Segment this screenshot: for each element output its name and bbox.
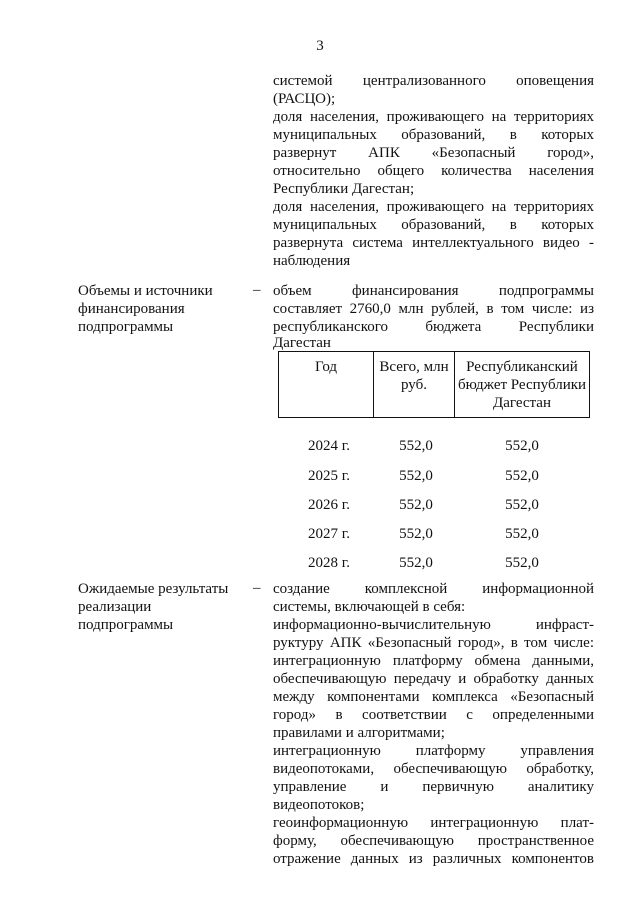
table-cell: 2024 г. (308, 437, 350, 454)
table-cell: 2028 г. (308, 555, 350, 571)
text-line: развернут АПК «Безопасный город», (273, 145, 594, 161)
table-cell: 552,0 (399, 526, 433, 542)
text-line: доля населения, проживающего на территориях (273, 109, 594, 125)
financing-dash: – (253, 282, 261, 298)
text-line: интеграционную платформу обмена данными, (273, 653, 594, 669)
table-cell: 2026 г. (308, 497, 350, 513)
label-line: подпрограммы (78, 319, 174, 335)
table-row (279, 418, 590, 462)
text-line: относительно общего количества населения (273, 163, 594, 179)
table-cell: 552,0 (399, 468, 433, 484)
text-line: город» в соответствии с определенными (273, 707, 594, 723)
table-cell: 552,0 (505, 526, 539, 542)
financing-table (278, 351, 590, 578)
text-line: видеопотоков; (273, 797, 365, 813)
text-line: видеопотоками, обеспечивающую обработку, (273, 761, 594, 777)
text-line: составляет 2760,0 млн рублей, в том числе: из (273, 301, 594, 317)
text-line: системой централизованного оповещения (273, 73, 594, 89)
label-line: подпрограммы (78, 617, 174, 633)
text-line: форму, обеспечивающую пространственное (273, 833, 594, 849)
label-line: реализации (78, 599, 152, 615)
table-cell: 552,0 (505, 497, 539, 513)
text-line: руктуру АПК «Безопасный город», в том числе: (273, 635, 594, 651)
text-line: обеспечивающую передачу и обработку данных (273, 671, 594, 687)
column-header-republic-budget: Республиканский бюджет Республики Дагестан (455, 352, 590, 418)
column-header-year: Год (279, 352, 374, 418)
table-cell: 552,0 (505, 555, 539, 571)
text-line: информационно-вычислительную инфраст- (273, 617, 594, 633)
text-line: наблюдения (273, 253, 351, 269)
table-cell: 552,0 (399, 555, 433, 571)
text-line: системы, включающей в себя: (273, 599, 466, 615)
page-number: 3 (316, 38, 324, 54)
results-dash: – (253, 580, 261, 596)
table-cell: 2025 г. (308, 468, 350, 484)
text-line: Республики Дагестан; (273, 181, 415, 197)
text-line: Дагестан (273, 335, 331, 351)
table-row (279, 520, 590, 549)
table-header-row (279, 352, 590, 418)
text-line: отражение данных из различных компонентов (273, 851, 594, 867)
table-cell: 552,0 (505, 437, 539, 454)
text-line: муниципальных образований, в которых (273, 127, 594, 143)
text-line: между компонентами комплекса «Безопасный (273, 689, 594, 705)
results-label (78, 580, 253, 634)
table-cell: 552,0 (399, 437, 433, 454)
table-cell: 552,0 (399, 497, 433, 513)
text-line: (РАСЦО); (273, 91, 336, 107)
label-line: Ожидаемые результаты (78, 581, 229, 597)
column-header-total: Всего, млн руб. (374, 352, 455, 418)
table-cell: 552,0 (505, 468, 539, 484)
text-line: развернута система интеллектуального видео - (273, 235, 594, 251)
text-line: интеграционную платформу управления (273, 743, 594, 759)
label-line: финансирования (78, 301, 185, 317)
text-line: управление и первичную аналитику (273, 779, 594, 795)
text-line: муниципальных образований, в которых (273, 217, 594, 233)
table-row (279, 491, 590, 520)
table-cell: 2027 г. (308, 526, 350, 542)
label-line: Объемы и источники (78, 283, 213, 299)
text-line: геоинформационную интеграционную плат- (273, 815, 594, 831)
table-row (279, 549, 590, 578)
table-row (279, 462, 590, 491)
text-line: правилами и алгоритмами; (273, 725, 445, 741)
financing-label (78, 282, 253, 336)
text-line: республиканского бюджета Республики (273, 319, 594, 335)
text-line: создание комплексной информационной (273, 581, 594, 597)
text-line: объем финансирования подпрограммы (273, 283, 594, 299)
text-line: доля населения, проживающего на территориях (273, 199, 594, 215)
